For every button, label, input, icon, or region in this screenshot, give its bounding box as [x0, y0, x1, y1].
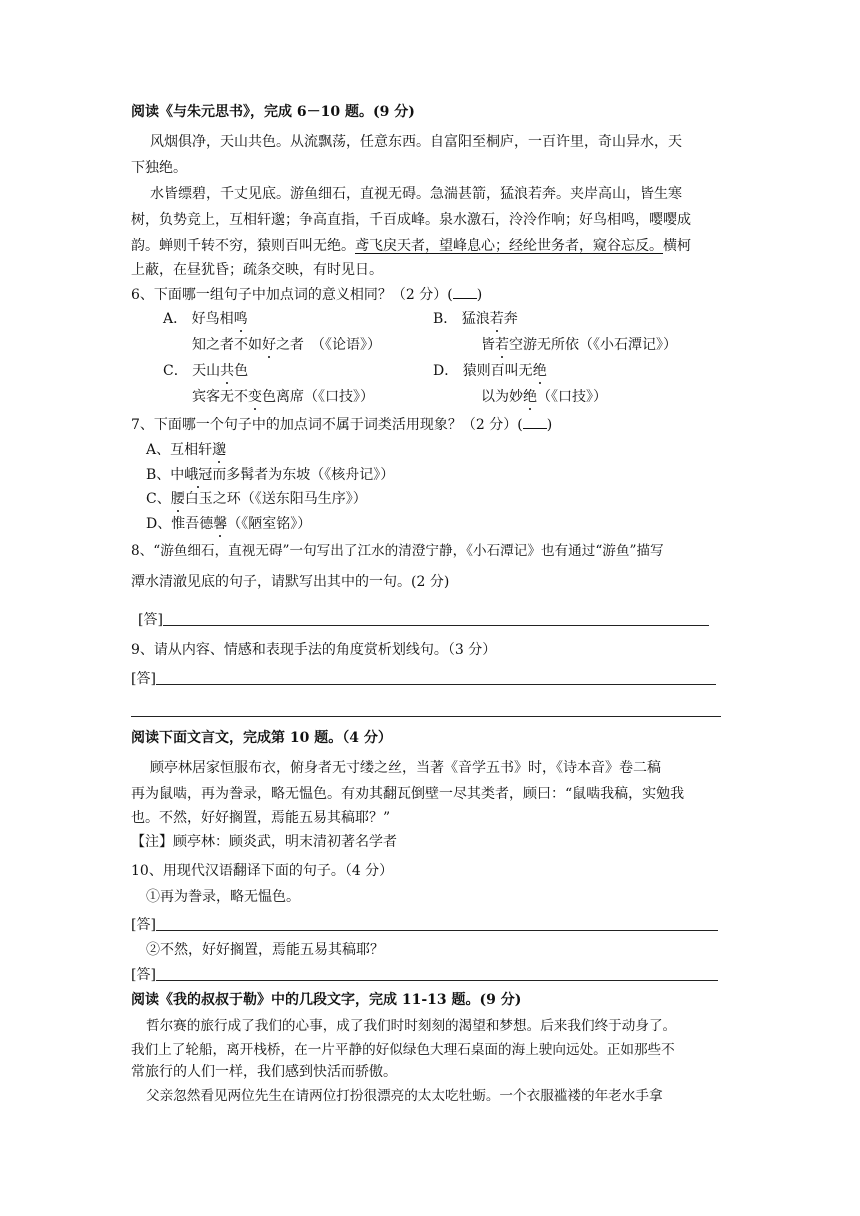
answer-line[interactable]	[163, 625, 709, 626]
option-c: C． 天山共色	[163, 363, 249, 379]
answer-line[interactable]	[131, 716, 721, 717]
passage-line: 上蔽，在昼犹昏；疏条交映，有时见日。	[131, 262, 383, 278]
answer-label: [答]	[131, 967, 156, 983]
underlined-sentence: 鸢飞戾天者，望峰息心；经纶世务者，窥谷忘反。	[355, 238, 663, 254]
answer-line[interactable]	[156, 980, 718, 981]
answer-line[interactable]	[156, 684, 716, 685]
option-a: A． 好鸟相鸣	[163, 311, 248, 327]
option-d-ref: 以为妙绝（《口技》）	[481, 389, 607, 405]
section-heading-3: 阅读《我的叔叔于勒》中的几段文字，完成 11-13 题。(9 分)	[131, 992, 522, 1008]
passage-line: 也。不然，好好搁置，焉能五易其稿耶？”	[131, 810, 391, 826]
passage-line: 再为鼠啮，再为誊录，略无愠色。有劝其翻瓦倒壁一尽其类者，顾曰：“鼠啮我稿，实勉我	[131, 786, 685, 802]
question-9: 9、请从内容、情感和表现手法的角度赏析划线句。（3 分）	[131, 642, 497, 658]
question-6: 6、下面哪一组句子中加点词的意义相同？（2 分）( )	[131, 287, 483, 303]
question-8: 8、“游鱼细石，直视无碍”一句写出了江水的清澄宁静，《小石潭记》也有通过“游鱼”描写	[131, 543, 664, 559]
translate-item-1: ①再为誊录，略无愠色。	[146, 889, 300, 905]
option-b: B． 猛浪若奔	[433, 311, 518, 327]
option-b-ref: 皆若空游无所依（《小石潭记》）	[481, 337, 677, 353]
section-heading-1: 阅读《与朱元思书》，完成 6－10 题。(9 分)	[131, 104, 415, 120]
option-d: D、惟吾德馨（《陋室铭》）	[146, 516, 312, 532]
answer-blank[interactable]	[453, 286, 477, 299]
passage-line: 水皆缥碧，千丈见底。游鱼细石，直视无碍。急湍甚箭，猛浪若奔。夹岸高山，皆生寒	[150, 186, 682, 202]
option-d: D． 猿则百叫无绝	[433, 363, 547, 379]
passage-line: 韵。蝉则千转不穷，猿则百叫无绝。鸢飞戾天者，望峰息心；经纶世务者，窥谷忘反。横柯	[131, 238, 691, 254]
passage-line: 哲尔赛的旅行成了我们的心事，成了我们时时刻刻的渴望和梦想。后来我们终于动身了。	[146, 1018, 677, 1034]
answer-line[interactable]	[156, 930, 718, 931]
passage-line: 树，负势竞上，互相轩邈；争高直指，千百成峰。泉水激石，泠泠作响；好鸟相鸣，嘤嘤成	[131, 212, 691, 228]
passage-line: 父亲忽然看见两位先生在请两位打扮很漂亮的太太吃牡蛎。一个衣服褴褛的年老水手拿	[146, 1088, 663, 1104]
passage-line: 下独绝。	[131, 160, 187, 176]
answer-blank[interactable]	[523, 416, 547, 429]
answer-label: [答]	[131, 917, 156, 933]
section-heading-2: 阅读下面文言文，完成第 10 题。（4 分）	[131, 730, 392, 746]
option-b: B、中峨冠而多髯者为东坡（《核舟记》）	[146, 467, 395, 483]
option-a-ref: 知之者不如好之者 （《论语》）	[192, 337, 381, 353]
question-10: 10、用现代汉语翻译下面的句子。（4 分）	[131, 863, 394, 879]
answer-label: [答]	[138, 612, 163, 628]
question-8-cont: 潭水清澈见底的句子，请默写出其中的一句。(2 分)	[131, 574, 450, 590]
passage-line: 顾亭林居家恒服布衣，俯身者无寸缕之丝，当著《音学五书》时，《诗本音》卷二稿	[150, 760, 661, 776]
translate-item-2: ②不然，好好搁置，焉能五易其稿耶？	[146, 942, 384, 958]
question-7: 7、下面哪一个句子中的加点词不属于词类活用现象？（2 分）( )	[131, 417, 553, 433]
option-c: C、腰白玉之环（《送东阳马生序》）	[146, 491, 367, 507]
passage-line: 常旅行的人们一样，我们感到快活而骄傲。	[131, 1064, 397, 1080]
answer-label: [答]	[131, 671, 156, 687]
annotation-note: 【注】顾亭林：顾炎武，明末清初著名学者	[131, 834, 397, 850]
option-a: A、互相轩邈	[146, 442, 227, 458]
option-c-ref: 宾客无不变色离席（《口技》）	[192, 389, 374, 405]
passage-line: 我们上了轮船，离开栈桥，在一片平静的好似绿色大理石桌面的海上驶向远处。正如那些不	[131, 1042, 675, 1058]
passage-line: 风烟俱净，天山共色。从流飘荡，任意东西。自富阳至桐庐，一百许里，奇山异水，天	[150, 134, 682, 150]
